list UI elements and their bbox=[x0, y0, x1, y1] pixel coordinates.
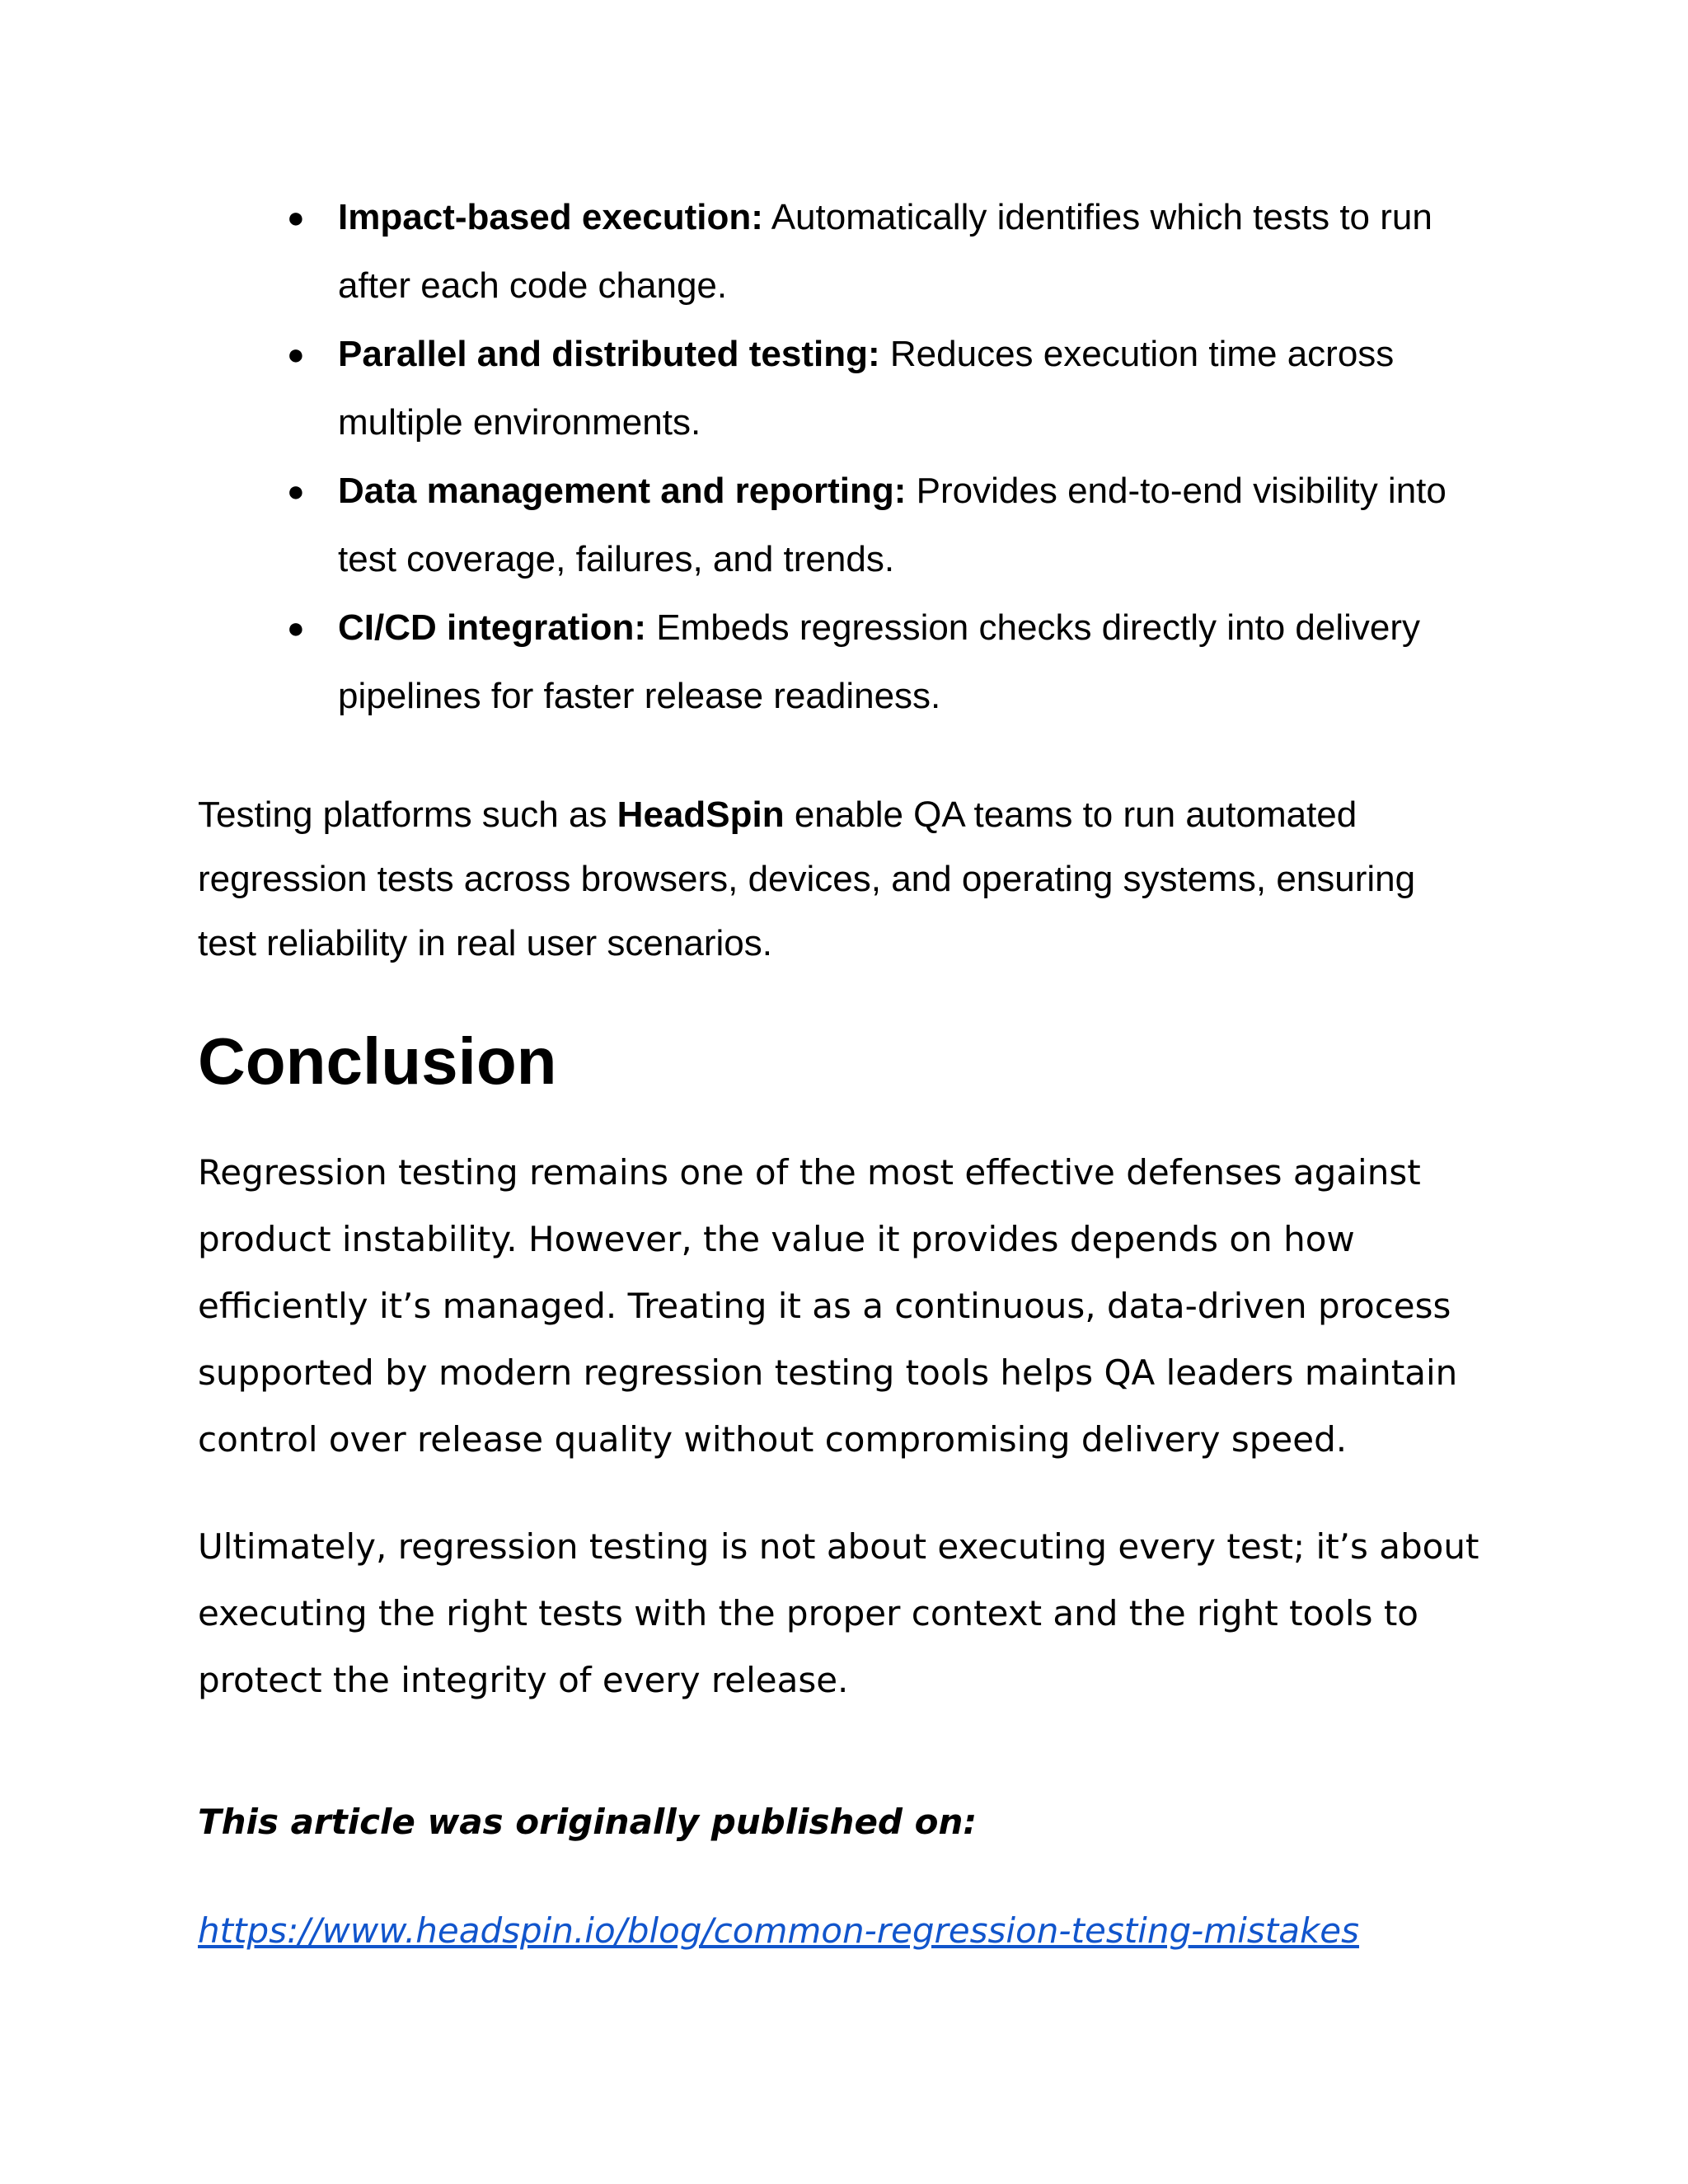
brand-name: HeadSpin bbox=[617, 794, 785, 835]
intro-text-after: enable QA teams to run automated regression tests across browsers, devices, and operating systems, ensuring test reliability in real user scenarios. bbox=[198, 794, 1416, 963]
intro-text-before: Testing platforms such as bbox=[198, 794, 617, 835]
published-label: This article was originally published on: bbox=[198, 1802, 978, 1842]
bullet-icon: ● bbox=[287, 474, 305, 508]
list-item bbox=[287, 183, 1490, 320]
feature-title: Impact-based execution: bbox=[338, 197, 763, 237]
feature-title: Data management and reporting: bbox=[338, 471, 907, 511]
conclusion-heading: Conclusion bbox=[198, 1024, 557, 1098]
feature-title: Parallel and distributed testing: bbox=[338, 334, 880, 374]
conclusion-paragraph-2: Ultimately, regression testing is not about executing every test; it’s about executing the right tests with the proper context and the right tools to protect the integrity of every release. bbox=[198, 1526, 1479, 1700]
feature-text: Provides end-to-end visibility into test coverage, failures, and trends. bbox=[338, 471, 1447, 579]
conclusion-paragraph-1: Regression testing remains one of the most effective defenses against product instability. However, the value it provides depends on how efficiently it’s managed. Treating it as a continuous, data-driven process supported by modern regression testing tools helps QA leaders maintain control over release quality without compromising delivery speed. bbox=[198, 1152, 1458, 1460]
list-item bbox=[287, 457, 1490, 593]
list-item bbox=[287, 320, 1490, 457]
list-item bbox=[287, 593, 1490, 730]
feature-list bbox=[287, 183, 1490, 730]
bullet-icon: ● bbox=[287, 611, 305, 644]
bullet-icon: ● bbox=[287, 337, 305, 371]
feature-title: CI/CD integration: bbox=[338, 607, 646, 648]
intro-paragraph bbox=[198, 783, 1484, 976]
feature-text: Automatically identifies which tests to run after each code change. bbox=[338, 197, 1432, 306]
feature-text: Reduces execution time across multiple environments. bbox=[338, 334, 1395, 443]
source-link[interactable]: https://www.headspin.io/blog/common-regression-testing-mistakes bbox=[198, 1910, 1359, 1951]
feature-text: Embeds regression checks directly into delivery pipelines for faster release readiness. bbox=[338, 607, 1421, 716]
bullet-icon: ● bbox=[287, 200, 305, 234]
